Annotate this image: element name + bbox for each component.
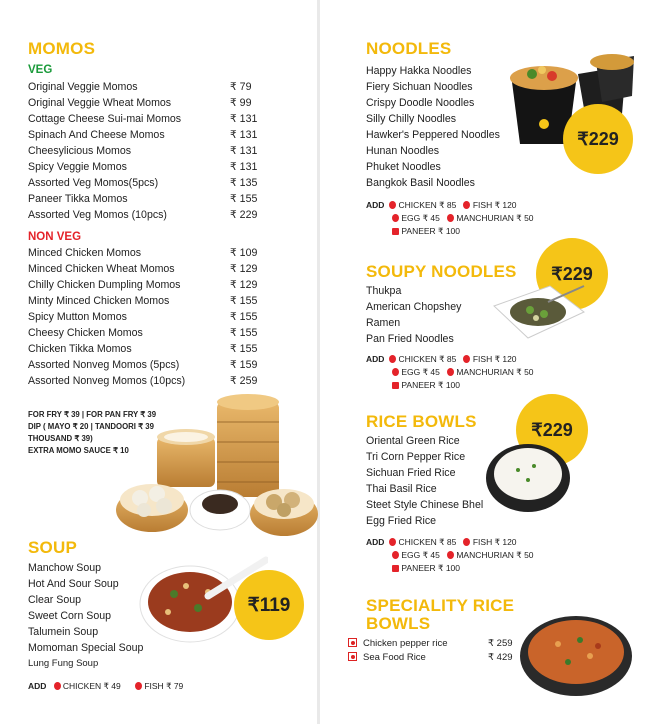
noodle-item: Hunan Noodles — [366, 145, 440, 157]
menu-item-name: Minty Minced Chicken Momos — [28, 295, 170, 307]
addon-fish: FISH ₹ 120 — [472, 537, 517, 547]
soup-addons — [28, 681, 183, 692]
soupy-noodle-item: Pan Fried Noodles — [366, 333, 454, 345]
menu-item-row — [28, 293, 278, 309]
menu-item-name: Assorted Veg Momos (10pcs) — [28, 209, 167, 221]
paneer-icon — [392, 228, 399, 235]
menu-item-price: ₹ 131 — [230, 113, 258, 125]
extra-line: THOUSAND ₹ 39) — [28, 434, 93, 443]
addon-chicken: CHICKEN ₹ 85 — [398, 537, 457, 547]
rice-bowl-image — [484, 440, 574, 516]
chili-icon — [54, 682, 61, 690]
soupy-noodles-title: SOUPY NOODLES — [366, 262, 517, 281]
menu-item-name: Cheesylicious Momos — [28, 145, 132, 157]
speciality-item-price: ₹ 259 — [488, 638, 513, 649]
menu-item-name: Assorted Nonveg Momos (10pcs) — [28, 375, 186, 387]
soupy-noodles-bowl-image — [488, 282, 588, 342]
soup-item: Lung Fung Soup — [28, 658, 99, 669]
menu-item-row — [28, 127, 278, 143]
rice-bowls-title: RICE BOWLS — [366, 412, 477, 431]
speciality-title — [366, 597, 514, 633]
addon-manchurian: MANCHURIAN ₹ 50 — [456, 213, 534, 223]
menu-item-price: ₹ 131 — [230, 161, 258, 173]
menu-item-row — [28, 277, 278, 293]
soupy-noodles-addons — [366, 353, 534, 392]
extra-line: EXTRA MOMO SAUCE ₹ 10 — [28, 446, 129, 455]
menu-item-price: ₹ 259 — [230, 375, 258, 387]
noodles-list — [366, 63, 500, 191]
menu-item-price: ₹ 155 — [230, 343, 258, 355]
nonveg-marker-icon — [348, 652, 357, 661]
rice-item: Sichuan Fried Rice — [366, 467, 456, 479]
menu-item-name: Minced Chicken Momos — [28, 247, 142, 259]
noodles-title: NOODLES — [366, 39, 452, 58]
menu-item-price: ₹ 135 — [230, 177, 258, 189]
add-label: ADD — [366, 354, 385, 364]
extra-line: DIP ( MAYO ₹ 20 | TANDOORI ₹ 39 — [28, 422, 154, 431]
soupy-noodle-item: Ramen — [366, 317, 401, 329]
menu-item-price: ₹ 131 — [230, 129, 258, 141]
add-label: ADD — [28, 681, 47, 691]
noodle-item: Phuket Noodles — [366, 161, 441, 173]
menu-item-row — [28, 175, 278, 191]
soupy-noodle-item: American Chopshey — [366, 301, 462, 313]
menu-item-price: ₹ 155 — [230, 193, 258, 205]
addon-egg: EGG ₹ 45 — [401, 367, 440, 377]
soup-title: SOUP — [28, 538, 77, 557]
menu-item-row — [28, 111, 278, 127]
soup-item: Clear Soup — [28, 594, 81, 606]
menu-item-row — [28, 261, 278, 277]
menu-item-row — [28, 309, 278, 325]
menu-item-name: Original Veggie Momos — [28, 81, 138, 93]
menu-item-name: Chicken Tikka Momos — [28, 343, 132, 355]
addon-fish-name: FISH — [144, 681, 164, 691]
addon-egg: EGG ₹ 45 — [401, 550, 440, 560]
rice-item: Thai Basil Rice — [366, 483, 437, 495]
speciality-title-line1: SPECIALITY RICE — [366, 596, 515, 615]
noodle-item: Crispy Doodle Noodles — [366, 97, 475, 109]
soup-item: Momoman Special Soup — [28, 642, 144, 654]
addon-chicken-price: ₹ 49 — [103, 681, 121, 691]
addon-manchurian: MANCHURIAN ₹ 50 — [456, 367, 534, 377]
menu-item-price: ₹ 99 — [230, 97, 252, 109]
noodles-price: ₹229 — [577, 128, 619, 149]
fish-icon — [463, 538, 470, 546]
soup-item: Hot And Sour Soup — [28, 578, 119, 590]
noodle-item: Silly Chilly Noodles — [366, 113, 457, 125]
addon-fish-price: ₹ 79 — [166, 681, 184, 691]
manchurian-icon — [447, 368, 454, 376]
menu-item-price: ₹ 79 — [230, 81, 252, 93]
menu-item-name: Cheesy Chicken Momos — [28, 327, 143, 339]
menu-item-name: Minced Chicken Wheat Momos — [28, 263, 175, 275]
fish-icon — [135, 682, 142, 690]
addon-egg: EGG ₹ 45 — [401, 213, 440, 223]
menu-item-price: ₹ 109 — [230, 247, 258, 259]
menu-item-name: Spicy Veggie Momos — [28, 161, 127, 173]
nonveg-marker-icon — [348, 638, 357, 647]
addon-paneer: PANEER ₹ 100 — [401, 563, 461, 573]
rice-item: Steet Style Chinese Bhel — [366, 499, 484, 511]
noodle-item: Bangkok Basil Noodles — [366, 177, 475, 189]
momo-steamers-image — [112, 392, 322, 552]
addon-paneer: PANEER ₹ 100 — [401, 380, 461, 390]
menu-item-row — [28, 245, 278, 261]
menu-item-price: ₹ 229 — [230, 209, 258, 221]
veg-label: VEG — [28, 64, 53, 76]
egg-icon — [392, 551, 399, 559]
menu-item-row — [28, 95, 278, 111]
menu-item-price: ₹ 131 — [230, 145, 258, 157]
speciality-item — [348, 650, 518, 666]
menu-item-price: ₹ 155 — [230, 311, 258, 323]
soup-item: Talumein Soup — [28, 626, 99, 638]
menu-item-name: Assorted Veg Momos(5pcs) — [28, 177, 159, 189]
soupy-noodles-price: ₹229 — [551, 263, 593, 284]
menu-item-name: Spicy Mutton Momos — [28, 311, 127, 323]
menu-item-row — [28, 325, 278, 341]
menu-item-price: ₹ 129 — [230, 279, 258, 291]
addon-manchurian: MANCHURIAN ₹ 50 — [456, 550, 534, 560]
addon-chicken-name: CHICKEN — [62, 681, 102, 691]
noodle-item: Fiery Sichuan Noodles — [366, 81, 473, 93]
nonveg-label: NON VEG — [28, 231, 82, 243]
noodles-price-badge — [563, 104, 633, 174]
momos-title: MOMOS — [28, 39, 96, 58]
soup-list — [28, 560, 143, 672]
soup-item: Sweet Corn Soup — [28, 610, 112, 622]
menu-item-row — [28, 373, 278, 389]
egg-icon — [392, 214, 399, 222]
noodle-item: Happy Hakka Noodles — [366, 65, 472, 77]
menu-item-price: ₹ 159 — [230, 359, 258, 371]
menu-item-row — [28, 341, 278, 357]
manchurian-icon — [447, 551, 454, 559]
left-menu-page — [0, 0, 317, 724]
chili-icon — [389, 201, 396, 209]
menu-item-row — [28, 79, 278, 95]
speciality-item-name: Chicken pepper rice — [363, 638, 448, 649]
menu-item-name: Original Veggie Wheat Momos — [28, 97, 172, 109]
menu-item-name: Chilly Chicken Dumpling Momos — [28, 279, 181, 291]
menu-item-name: Spinach And Cheese Momos — [28, 129, 165, 141]
rice-item: Tri Corn Pepper Rice — [366, 451, 466, 463]
menu-item-price: ₹ 155 — [230, 295, 258, 307]
chili-icon — [389, 355, 396, 363]
paneer-icon — [392, 382, 399, 389]
soup-price: ₹119 — [247, 594, 291, 616]
soup-item: Manchow Soup — [28, 562, 102, 574]
menu-item-row — [28, 191, 278, 207]
menu-item-row — [28, 357, 278, 373]
menu-item-row — [28, 143, 278, 159]
speciality-title-line2: BOWLS — [366, 614, 431, 633]
addon-fish: FISH ₹ 120 — [472, 354, 517, 364]
rice-bowls-price: ₹229 — [531, 419, 573, 440]
soupy-noodle-item: Thukpa — [366, 285, 402, 297]
paneer-icon — [392, 565, 399, 572]
soup-price-badge — [234, 570, 304, 640]
egg-icon — [392, 368, 399, 376]
addon-paneer: PANEER ₹ 100 — [401, 226, 461, 236]
menu-item-price: ₹ 129 — [230, 263, 258, 275]
fish-icon — [463, 355, 470, 363]
right-menu-page — [320, 0, 650, 724]
addon-chicken: CHICKEN ₹ 85 — [398, 354, 457, 364]
menu-item-row — [28, 207, 278, 223]
speciality-item-price: ₹ 429 — [488, 652, 513, 663]
noodles-addons — [366, 199, 534, 238]
rice-item: Oriental Green Rice — [366, 435, 460, 447]
addon-fish: FISH ₹ 120 — [472, 200, 517, 210]
fish-icon — [463, 201, 470, 209]
add-label: ADD — [366, 200, 385, 210]
extra-line: FOR FRY ₹ 39 | FOR PAN FRY ₹ 39 — [28, 410, 157, 419]
menu-item-row — [28, 159, 278, 175]
manchurian-icon — [447, 214, 454, 222]
speciality-item-name: Sea Food Rice — [363, 652, 426, 663]
soupy-noodles-list — [366, 283, 461, 347]
menu-item-price: ₹ 155 — [230, 327, 258, 339]
menu-item-name: Cottage Cheese Sui-mai Momos — [28, 113, 182, 125]
add-label: ADD — [366, 537, 385, 547]
addon-chicken: CHICKEN ₹ 85 — [398, 200, 457, 210]
menu-item-name: Assorted Nonveg Momos (5pcs) — [28, 359, 180, 371]
chili-icon — [389, 538, 396, 546]
rice-item: Egg Fried Rice — [366, 515, 437, 527]
rice-bowls-list — [366, 433, 483, 529]
speciality-rice-image — [518, 612, 634, 698]
rice-bowls-addons — [366, 536, 534, 575]
noodle-item: Hawker's Peppered Noodles — [366, 129, 500, 141]
menu-item-name: Paneer Tikka Momos — [28, 193, 128, 205]
